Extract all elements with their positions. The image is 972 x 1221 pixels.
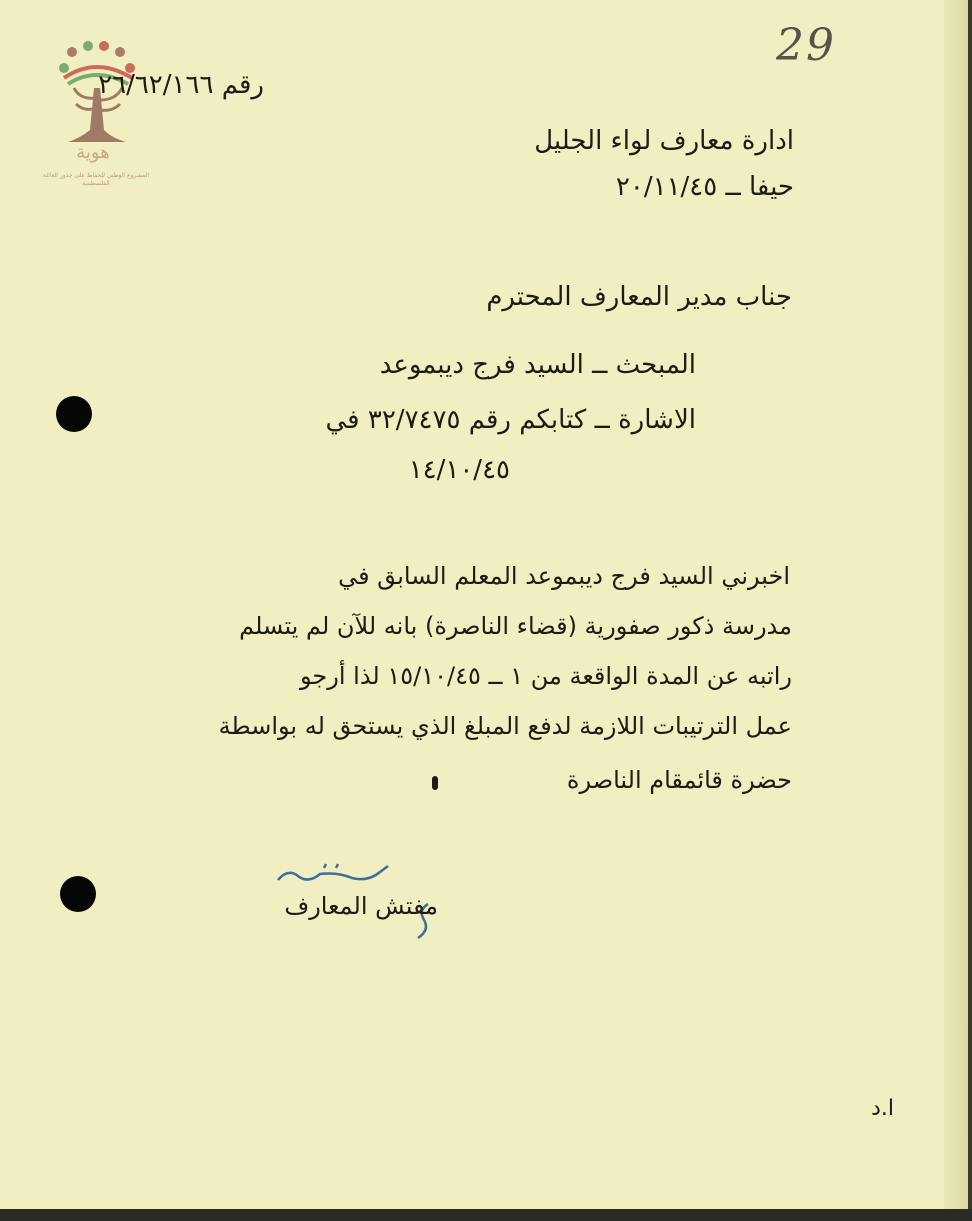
reference-line: الاشارة ــ كتابكم رقم ٣٢/٧٤٧٥ في (325, 405, 696, 435)
footer-initials: ا.د (871, 1096, 894, 1121)
body-line: حضرة قائمقام الناصرة (566, 766, 792, 794)
page-number: 29 (776, 20, 836, 71)
scan-border-right (968, 0, 972, 1221)
punch-hole (56, 396, 92, 432)
end-mark (432, 776, 438, 790)
addressee: جناب مدير المعارف المحترم (486, 282, 792, 312)
reference-date: ١٤/١٠/٤٥ (408, 455, 510, 485)
reference-number: رقم ٢٦/٦٢/١٦٦ (98, 70, 264, 100)
logo-caption: المشروع الوطني للحفاظ على جذور العائلة الفلسطينية (42, 172, 150, 187)
place-and-date: حيفا ــ ٢٠/١١/٤٥ (615, 172, 794, 202)
subject-line: المبحث ــ السيد فرج ديبموعد (379, 350, 696, 380)
body-line: عمل الترتيبات اللازمة لدفع المبلغ الذي يستحق له بواسطة (218, 712, 792, 740)
body-line: اخبرني السيد فرج ديبموعد المعلم السابق في (338, 562, 790, 590)
logo-wordmark: هوية (76, 142, 110, 163)
body-line: مدرسة ذكور صفورية (قضاء الناصرة) بانه للآن لم يتسلم (239, 612, 792, 640)
punch-hole (60, 876, 96, 912)
issuing-office: ادارة معارف لواء الجليل (534, 126, 794, 156)
signer-title: مفتش المعارف (284, 892, 438, 920)
body-line: راتبه عن المدة الواقعة من ١ ــ ١٥/١٠/٤٥ لذا أرجو (300, 662, 792, 690)
scan-border-bottom (0, 1209, 972, 1221)
